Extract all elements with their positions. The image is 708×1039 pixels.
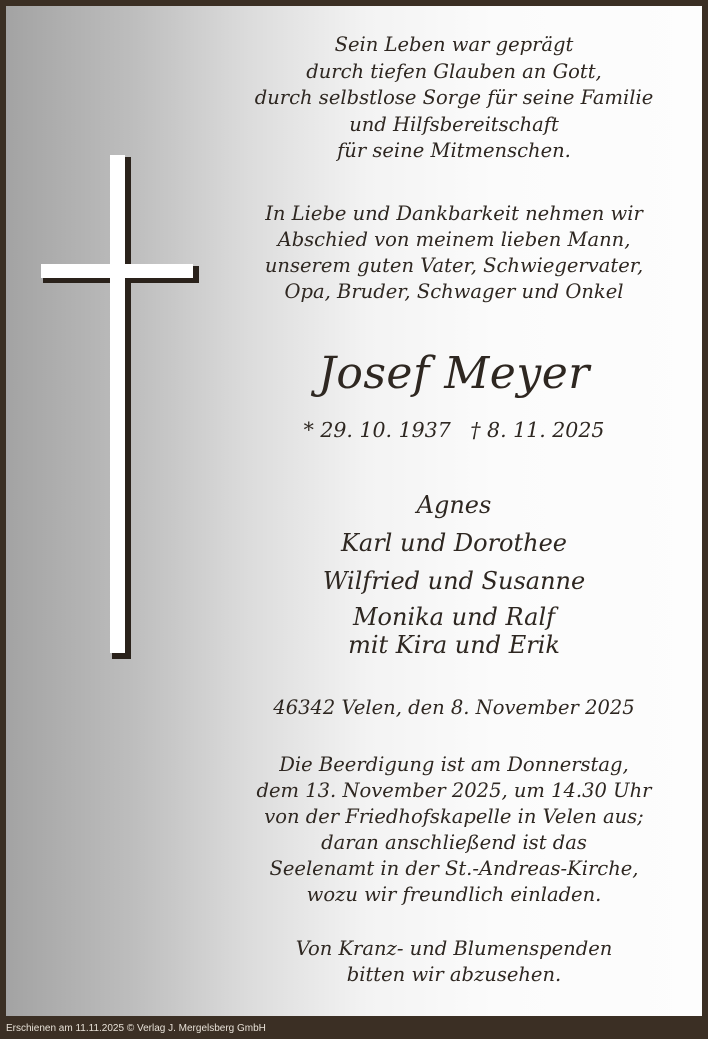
family-list-2 — [156, 603, 702, 659]
life-dates: * 29. 10. 1937 † 8. 11. 2025 — [303, 418, 605, 442]
intro-line: Sein Leben war geprägt — [334, 33, 574, 56]
funeral-notice — [156, 752, 702, 908]
funeral-line: Die Beerdigung ist am Donnerstag, — [279, 753, 629, 776]
farewell-line: Opa, Bruder, Schwager und Onkel — [284, 280, 624, 303]
farewell-line: Abschied von meinem lieben Mann, — [277, 228, 631, 251]
funeral-line: wozu wir freundlich einladen. — [306, 883, 602, 906]
intro-line: durch tiefen Glauben an Gott, — [306, 59, 602, 83]
family-member: Agnes — [416, 491, 492, 519]
intro-line: für seine Mitmenschen. — [337, 139, 571, 162]
family-member: Monika und Ralf — [352, 603, 556, 631]
funeral-line: Seelenamt in der St.-Andreas-Kirche, — [269, 857, 639, 880]
farewell-line: unserem guten Vater, Schwiegervater, — [264, 254, 644, 277]
farewell-line: In Liebe und Dankbarkeit nehmen wir — [265, 202, 643, 225]
family-member: Karl und Dorothee — [340, 529, 568, 557]
closing-line: Von Kranz- und Blumenspenden — [295, 937, 613, 960]
funeral-line: dem 13. November 2025, um 14.30 Uhr — [256, 779, 652, 802]
intro-line: durch selbstlose Sorge für seine Familie — [254, 86, 654, 109]
place-date: 46342 Velen, den 8. November 2025 — [273, 696, 635, 719]
funeral-line: von der Friedhofskapelle in Velen aus; — [264, 805, 644, 828]
deceased-name: Josef Meyer — [318, 348, 590, 399]
intro-verse — [156, 32, 702, 165]
closing-note — [156, 936, 702, 988]
family-member: mit Kira und Erik — [348, 631, 560, 659]
funeral-line: daran anschließend ist das — [321, 831, 587, 854]
farewell-text — [156, 201, 702, 305]
intro-line: und Hilfsbereitschaft — [349, 112, 559, 136]
obituary-panel — [6, 6, 702, 1016]
family-list — [156, 486, 702, 600]
publication-footer: Erschienen am 11.11.2025 © Verlag J. Mergelsberg GmbH — [6, 1023, 266, 1034]
family-member: Wilfried und Susanne — [322, 567, 586, 595]
closing-line: bitten wir abzusehen. — [346, 963, 562, 986]
